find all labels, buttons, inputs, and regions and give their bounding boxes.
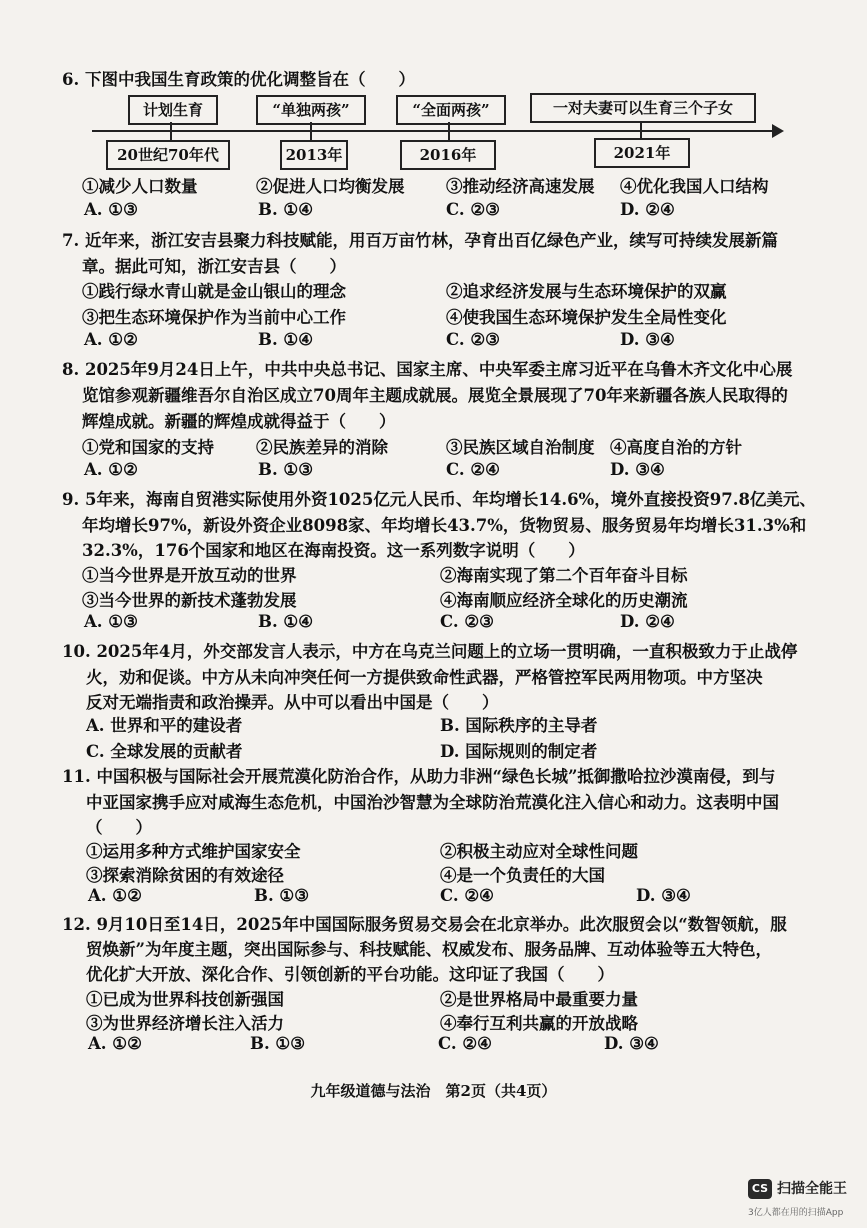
q9-stem-line-3: 32.3%，176个国家和地区在海南投资。这一系列数字说明（ ）	[82, 541, 585, 560]
timeline-tick	[310, 122, 312, 140]
q8-item-3: ③民族区域自治制度	[446, 438, 595, 457]
q8-item-4: ④高度自治的方针	[610, 438, 742, 457]
q9-stem-line-2: 年均增长97%，新设外资企业8098家、年均增长43.7%，货物贸易、服务贸易年均增长31.3%和	[82, 516, 807, 535]
q11-item-3: ③探索消除贫困的有效途径	[86, 866, 284, 885]
q7-option-b: B. ①④	[258, 330, 314, 349]
q10-option-c: C. 全球发展的贡献者	[86, 742, 243, 761]
q9-option-b: B. ①④	[258, 612, 314, 631]
q8-option-d: D. ③④	[610, 460, 665, 479]
q10-option-d: D. 国际规则的制定者	[440, 742, 598, 761]
year-box-4: 2021年	[594, 138, 690, 168]
q7-option-d: D. ③④	[620, 330, 675, 349]
q12-option-a: A. ①②	[88, 1034, 142, 1053]
q6-option-a: A. ①③	[84, 200, 138, 219]
policy-box-3: “全面两孩”	[396, 95, 506, 125]
q8-stem-line-3: 辉煌成就。新疆的辉煌成就得益于（ ）	[82, 412, 396, 431]
q12-stem-line-3: 优化扩大开放、深化合作、引领创新的平台功能。这印证了我国（ ）	[86, 965, 614, 984]
q10-option-a: A. 世界和平的建设者	[86, 716, 243, 735]
policy-box-1: 计划生育	[128, 95, 218, 125]
q10-option-b: B. 国际秩序的主导者	[440, 716, 598, 735]
q6-item-4: ④优化我国人口结构	[620, 177, 769, 196]
q12-option-c: C. ②④	[438, 1034, 492, 1053]
q11-item-4: ④是一个负责任的大国	[440, 866, 605, 885]
year-box-3: 2016年	[400, 140, 496, 170]
timeline-arrow-icon	[772, 124, 784, 138]
q6-item-3: ③推动经济高速发展	[446, 177, 595, 196]
q11-option-b: B. ①③	[254, 886, 310, 905]
q11-option-d: D. ③④	[636, 886, 691, 905]
timeline-tick	[170, 122, 172, 140]
q12-item-1: ①已成为世界科技创新强国	[86, 990, 284, 1009]
year-box-2: 2013年	[280, 140, 348, 170]
q11-stem-line-3: （ ）	[86, 818, 152, 837]
year-box-1: 20世纪70年代	[106, 140, 230, 170]
camscanner-logo-icon: CS	[748, 1179, 772, 1199]
q8-option-a: A. ①②	[84, 460, 138, 479]
q8-option-b: B. ①③	[258, 460, 314, 479]
q6-item-1: ①减少人口数量	[82, 177, 198, 196]
q12-stem-line-1: 12. 9月10日至14日，2025年中国国际服务贸易交易会在北京举办。此次服贸会以“数智领航，服	[62, 915, 787, 934]
q12-item-2: ②是世界格局中最重要力量	[440, 990, 638, 1009]
q6-item-2: ②促进人口均衡发展	[256, 177, 405, 196]
q12-item-4: ④奉行互利共赢的开放战略	[440, 1014, 638, 1033]
q7-option-a: A. ①②	[84, 330, 138, 349]
q11-stem-line-1: 11. 中国积极与国际社会开展荒漠化防治合作，从助力非洲“绿色长城”抵御撒哈拉沙漠南侵，到与	[62, 767, 776, 786]
q7-option-c: C. ②③	[446, 330, 500, 349]
q9-item-2: ②海南实现了第二个百年奋斗目标	[440, 566, 688, 585]
q6-stem: 6. 下图中我国生育政策的优化调整旨在（ ）	[62, 70, 415, 89]
q7-item-4: ④使我国生态环境保护发生全局性变化	[446, 308, 727, 327]
q11-option-a: A. ①②	[88, 886, 142, 905]
policy-box-2: “单独两孩”	[256, 95, 366, 125]
q7-item-2: ②追求经济发展与生态环境保护的双赢	[446, 282, 727, 301]
page-footer: 九年级道德与法治 第2页（共4页）	[310, 1082, 557, 1100]
q10-stem-line-2: 火，劝和促谈。中方从未向冲突任何一方提供致命性武器，严格管控军民两用物项。中方坚决	[86, 668, 763, 687]
q9-item-4: ④海南顺应经济全球化的历史潮流	[440, 591, 688, 610]
q11-item-1: ①运用多种方式维护国家安全	[86, 842, 301, 861]
scanner-app-name: 扫描全能王	[777, 1181, 847, 1197]
q7-item-3: ③把生态环境保护作为当前中心工作	[82, 308, 346, 327]
timeline-axis	[92, 130, 774, 132]
q8-item-2: ②民族差异的消除	[256, 438, 388, 457]
scanner-app-tagline: 3亿人都在用的扫描App	[748, 1208, 844, 1218]
q8-option-c: C. ②④	[446, 460, 500, 479]
q10-stem-line-3: 反对无端指责和政治操弄。从中可以看出中国是（ ）	[86, 693, 499, 712]
q10-stem-line-1: 10. 2025年4月，外交部发言人表示，中方在乌克兰问题上的立场一贯明确，一直积极致力于止战停	[62, 642, 798, 661]
q9-option-d: D. ②④	[620, 612, 675, 631]
q9-option-a: A. ①③	[84, 612, 138, 631]
q8-item-1: ①党和国家的支持	[82, 438, 214, 457]
q11-stem-line-2: 中亚国家携手应对咸海生态危机，中国治沙智慧为全球防治荒漠化注入信心和动力。这表明中国	[86, 793, 779, 812]
q9-item-3: ③当今世界的新技术蓬勃发展	[82, 591, 297, 610]
q11-option-c: C. ②④	[440, 886, 494, 905]
q12-option-d: D. ③④	[604, 1034, 659, 1053]
policy-box-4: 一对夫妻可以生育三个子女	[530, 93, 756, 123]
q8-stem-line-2: 览馆参观新疆维吾尔自治区成立70周年主题成就展。展览全景展现了70年来新疆各族人民取得的	[82, 386, 788, 405]
q6-option-c: C. ②③	[446, 200, 500, 219]
timeline-tick	[448, 122, 450, 140]
q7-item-1: ①践行绿水青山就是金山银山的理念	[82, 282, 346, 301]
q9-item-1: ①当今世界是开放互动的世界	[82, 566, 297, 585]
q12-item-3: ③为世界经济增长注入活力	[86, 1014, 284, 1033]
q8-stem-line-1: 8. 2025年9月24日上午，中共中央总书记、国家主席、中央军委主席习近平在乌鲁木齐文化中心展	[62, 360, 793, 379]
q9-option-c: C. ②③	[440, 612, 494, 631]
q12-option-b: B. ①③	[250, 1034, 306, 1053]
q7-stem-line-1: 7. 近年来，浙江安吉县聚力科技赋能，用百万亩竹林，孕育出百亿绿色产业，续写可持续发展新篇	[62, 231, 778, 250]
q9-stem-line-1: 9. 5年来，海南自贸港实际使用外资1025亿元人民币、年均增长14.6%，境外直接投资97.8亿美元、	[62, 490, 816, 509]
q7-stem-line-2: 章。据此可知，浙江安吉县（ ）	[82, 257, 346, 276]
q6-option-b: B. ①④	[258, 200, 314, 219]
q6-option-d: D. ②④	[620, 200, 675, 219]
q11-item-2: ②积极主动应对全球性问题	[440, 842, 638, 861]
q12-stem-line-2: 贸焕新”为年度主题，突出国际参与、科技赋能、权威发布、服务品牌、互动体验等五大特色，	[86, 940, 772, 959]
